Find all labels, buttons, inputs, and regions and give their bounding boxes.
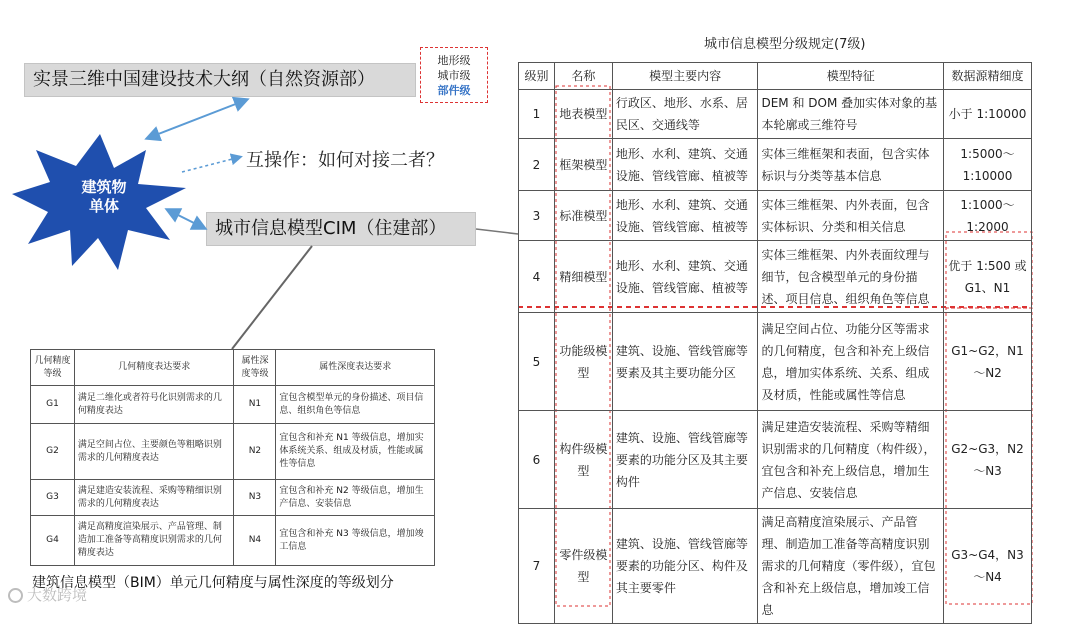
cell-level: 3 bbox=[519, 191, 555, 241]
level-city: 城市级 bbox=[437, 69, 471, 82]
table-row bbox=[31, 516, 435, 566]
level-terrain: 地形级 bbox=[437, 54, 471, 67]
cell-attr-requirement: 宜包含模型单元的身份描述、项目信息、组织角色等信息 bbox=[276, 386, 435, 424]
cell-name: 精细模型 bbox=[554, 241, 612, 313]
header-precision: 数据源精细度 bbox=[944, 63, 1032, 90]
table-row bbox=[519, 241, 1032, 313]
cell-level: 2 bbox=[519, 139, 555, 191]
cim-box-text: 城市信息模型CIM（住建部） bbox=[215, 218, 447, 239]
table-row bbox=[31, 480, 435, 516]
connector-cim-right-table bbox=[476, 229, 518, 234]
cell-feature: DEM 和 DOM 叠加实体对象的基本轮廓或三维符号 bbox=[758, 90, 944, 139]
interop-question: 互操作：如何对接二者？ bbox=[246, 150, 444, 171]
bim-level-table bbox=[30, 349, 435, 566]
cell-precision: 1:5000～1:10000 bbox=[944, 139, 1032, 191]
header-attr-level: 属性深度等级 bbox=[234, 350, 276, 386]
cell-name: 框架模型 bbox=[554, 139, 612, 191]
table-row bbox=[519, 411, 1032, 509]
cim-box-outline bbox=[206, 212, 476, 246]
cell-geo-requirement: 满足高精度渲染展示、产品管理、制造加工准备等高精度识别需求的几何精度表达 bbox=[74, 516, 234, 566]
star-line-1: 建筑物 bbox=[81, 178, 127, 196]
cell-attr-level: N2 bbox=[234, 424, 276, 480]
cell-content: 建筑、设施、管线管廊等要素的功能分区、构件及其主要零件 bbox=[612, 509, 758, 624]
cell-precision: G3~G4，N3～N4 bbox=[944, 509, 1032, 624]
cell-content: 地形、水利、建筑、交通设施、管线管廊、植被等 bbox=[612, 139, 758, 191]
cell-feature: 实体三维框架、内外表面纹理与细节，包含模型单元的身份描述、项目信息、组织角色等信息 bbox=[758, 241, 944, 313]
table-row bbox=[31, 424, 435, 480]
levels-box bbox=[420, 47, 488, 103]
cell-name: 零件级模型 bbox=[554, 509, 612, 624]
cim-level-table bbox=[518, 62, 1032, 624]
table-row bbox=[519, 90, 1032, 139]
cell-precision: 小于 1:10000 bbox=[944, 90, 1032, 139]
cell-attr-requirement: 宜包含和补充 N2 等级信息，增加生产信息、安装信息 bbox=[276, 480, 435, 516]
table-row bbox=[519, 139, 1032, 191]
cell-precision: G2~G3，N2～N3 bbox=[944, 411, 1032, 509]
table-header-row bbox=[31, 350, 435, 386]
header-geo-level: 几何精度等级 bbox=[31, 350, 75, 386]
cell-precision: 1:1000～1:2000 bbox=[944, 191, 1032, 241]
cell-geo-level: G2 bbox=[31, 424, 75, 480]
header-feature: 模型特征 bbox=[758, 63, 944, 90]
table-row bbox=[519, 509, 1032, 624]
watermark-text: 大数跨境 bbox=[27, 586, 88, 604]
cell-attr-requirement: 宜包含和补充 N3 等级信息，增加竣工信息 bbox=[276, 516, 435, 566]
cell-geo-requirement: 满足空间占位、主要颜色等粗略识别需求的几何精度表达 bbox=[74, 424, 234, 480]
cell-level: 4 bbox=[519, 241, 555, 313]
header-name: 名称 bbox=[554, 63, 612, 90]
title-box-outline bbox=[24, 63, 416, 97]
bim-table-caption: 建筑信息模型（BIM）单元几何精度与属性深度的等级划分 bbox=[32, 575, 394, 591]
cell-geo-level: G1 bbox=[31, 386, 75, 424]
cell-attr-level: N3 bbox=[234, 480, 276, 516]
cell-feature: 实体三维框架、内外表面，包含实体标识、分类和相关信息 bbox=[758, 191, 944, 241]
cell-geo-requirement: 满足建造安装流程、采购等精细识别需求的几何精度表达 bbox=[74, 480, 234, 516]
cell-content: 建筑、设施、管线管廊等要素及其主要功能分区 bbox=[612, 313, 758, 411]
header-level: 级别 bbox=[519, 63, 555, 90]
cell-level: 6 bbox=[519, 411, 555, 509]
cell-content: 地形、水利、建筑、交通设施、管线管廊、植被等 bbox=[612, 191, 758, 241]
cell-name: 标准模型 bbox=[554, 191, 612, 241]
cell-geo-requirement: 满足二维化或者符号化识别需求的几何精度表达 bbox=[74, 386, 234, 424]
cell-attr-requirement: 宜包含和补充 N1 等级信息，增加实体系统关系、组成及材质，性能或属性等信息 bbox=[276, 424, 435, 480]
header-geo-requirement: 几何精度表达要求 bbox=[74, 350, 234, 386]
cell-feature: 满足高精度渲染展示、产品管理、制造加工准备等高精度识别需求的几何精度（零件级），宜包含和补充上级信息，增加竣工信息 bbox=[758, 509, 944, 624]
cell-level: 7 bbox=[519, 509, 555, 624]
watermark-logo-icon bbox=[8, 588, 23, 603]
cell-geo-level: G3 bbox=[31, 480, 75, 516]
arrow-interop-dashed bbox=[182, 157, 240, 172]
title-box-text: 实景三维中国建设技术大纲（自然资源部） bbox=[33, 69, 375, 90]
right-table-title: 城市信息模型分级规定(7级) bbox=[704, 37, 866, 52]
cell-level: 1 bbox=[519, 90, 555, 139]
cell-attr-level: N4 bbox=[234, 516, 276, 566]
cell-feature: 满足空间占位、功能分区等需求的几何精度，包含和补充上级信息，增加实体系统、关系、组成及材质，性能或属性等信息 bbox=[758, 313, 944, 411]
header-content: 模型主要内容 bbox=[612, 63, 758, 90]
cell-content: 建筑、设施、管线管廊等要素的功能分区及其主要构件 bbox=[612, 411, 758, 509]
watermark bbox=[8, 584, 87, 605]
cell-feature: 满足建造安装流程、采购等精细识别需求的几何精度（构件级），宜包含和补充上级信息，增加生产信息、安装信息 bbox=[758, 411, 944, 509]
level-component: 部件级 bbox=[437, 84, 471, 97]
connector-cim-left-table bbox=[232, 246, 312, 349]
cell-precision: G1~G2，N1～N2 bbox=[944, 313, 1032, 411]
cell-feature: 实体三维框架和表面，包含实体标识与分类等基本信息 bbox=[758, 139, 944, 191]
cell-name: 地表模型 bbox=[554, 90, 612, 139]
cell-precision: 优于 1:500 或 G1、N1 bbox=[944, 241, 1032, 313]
table-header-row bbox=[519, 63, 1032, 90]
table-row bbox=[519, 191, 1032, 241]
cell-attr-level: N1 bbox=[234, 386, 276, 424]
star-line-2: 单体 bbox=[88, 197, 119, 215]
header-attr-requirement: 属性深度表达要求 bbox=[276, 350, 435, 386]
table-row bbox=[31, 386, 435, 424]
star-label bbox=[58, 178, 150, 216]
table-row bbox=[519, 313, 1032, 411]
cell-level: 5 bbox=[519, 313, 555, 411]
cell-geo-level: G4 bbox=[31, 516, 75, 566]
cell-content: 地形、水利、建筑、交通设施、管线管廊、植被等 bbox=[612, 241, 758, 313]
cell-name: 功能级模型 bbox=[554, 313, 612, 411]
cell-name: 构件级模型 bbox=[554, 411, 612, 509]
cell-content: 行政区、地形、水系、居民区、交通线等 bbox=[612, 90, 758, 139]
